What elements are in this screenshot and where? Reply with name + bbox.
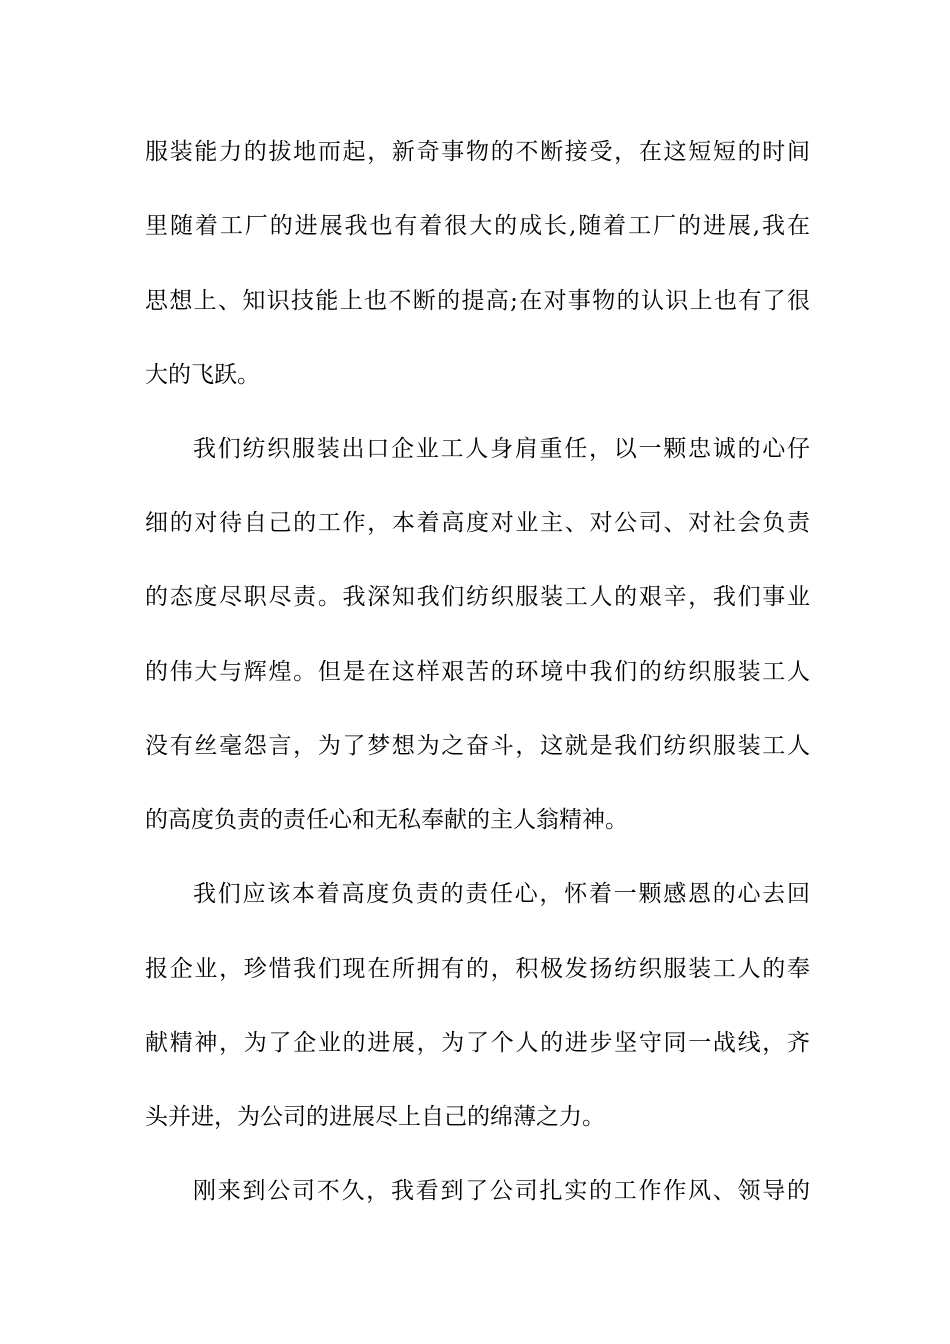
text-line: 大的飞跃。 bbox=[145, 362, 260, 388]
text-line: 的伟大与辉煌。但是在这样艰苦的环境中我们的纺织服装工人 bbox=[145, 659, 810, 685]
text-line: 献精神，为了企业的进展，为了个人的进步坚守同一战线，齐 bbox=[145, 1030, 810, 1056]
paragraph-first-line: 我们纺织服装出口企业工人身肩重任，以一颗忠诚的心仔 bbox=[193, 436, 810, 462]
paragraph-first-line: 刚来到公司不久，我看到了公司扎实的工作作风、领导的 bbox=[193, 1178, 810, 1204]
text-line: 的态度尽职尽责。我深知我们纺织服装工人的艰辛，我们事业 bbox=[145, 584, 810, 610]
text-line: 的高度负责的责任心和无私奉献的主人翁精神。 bbox=[145, 807, 628, 833]
text-line: 细的对待自己的工作，本着高度对业主、对公司、对社会负责 bbox=[145, 510, 810, 536]
text-line: 服装能力的拔地而起，新奇事物的不断接受，在这短短的时间 bbox=[145, 139, 810, 165]
text-line: 没有丝毫怨言，为了梦想为之奋斗，这就是我们纺织服装工人 bbox=[145, 733, 810, 759]
text-line: 思想上、知识技能上也不断的提高;在对事物的认识上也有了很 bbox=[145, 288, 810, 314]
text-line: 报企业，珍惜我们现在所拥有的，积极发扬纺织服装工人的奉 bbox=[145, 956, 810, 982]
text-line: 里随着工厂的进展我也有着很大的成长,随着工厂的进展,我在 bbox=[145, 213, 810, 239]
paragraph-first-line: 我们应该本着高度负责的责任心，怀着一颗感恩的心去回 bbox=[193, 881, 810, 907]
text-line: 头并进，为公司的进展尽上自己的绵薄之力。 bbox=[145, 1104, 605, 1130]
